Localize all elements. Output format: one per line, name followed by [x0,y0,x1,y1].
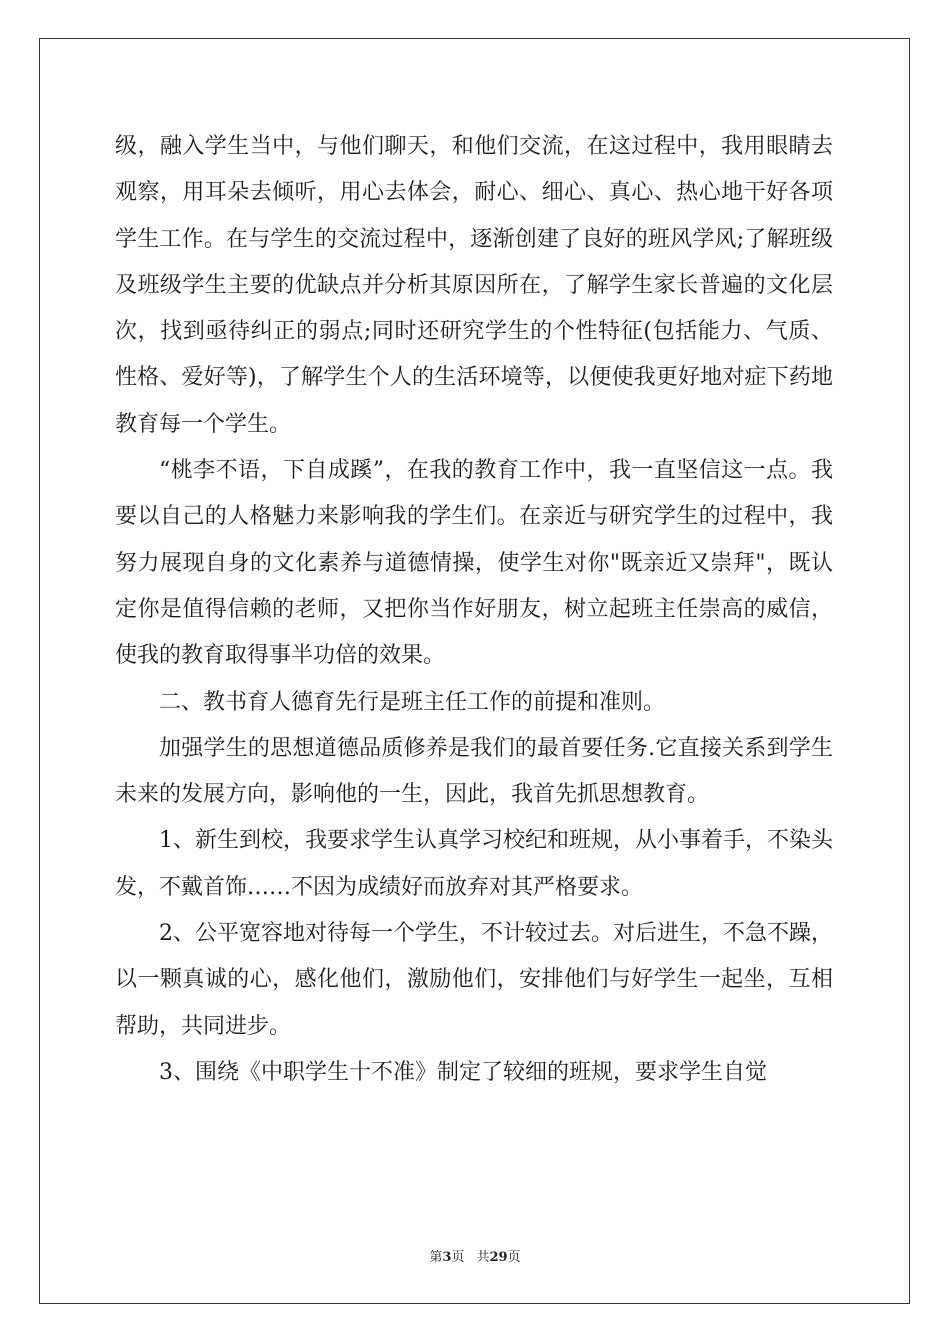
page-total: 29 [489,1250,508,1265]
paragraph-2: “桃李不语，下自成蹊”，在我的教育工作中，我一直坚信这一点。我要以自己的人格魅力来影响我的学生们。在亲近与研究学生的过程中，我努力展现自身的文化素养与道德情操，使学生对你"既亲近又崇拜"，既认定你是值得信赖的老师，又把你当作好朋友，树立起班主任崇高的威信，使我的教育取得事半功倍的效果。 [115,458,833,669]
document-body [115,124,833,1096]
paragraph-3-heading: 二、教书育人德育先行是班主任工作的前提和准则。 [159,689,666,715]
paragraph-1: 级，融入学生当中，与他们聊天，和他们交流，在这过程中，我用眼睛去观察，用耳朵去倾听，用心去体会，耐心、细心、真心、热心地干好各项学生工作。在与学生的交流过程中，逐渐创建了良好的班风学风;了解班级及班级学生主要的优缺点并分析其原因所在，了解学生家长普遍的文化层次，找到亟待纠正的弱点;同时还研究学生的个性特征(包括能力、气质、性格、爱好等)，了解学生个人的生活环境等，以便使我更好地对症下药地教育每一个学生。 [115,134,833,437]
paragraph-4: 加强学生的思想道德品质修养是我们的最首要任务.它直接关系到学生未来的发展方向，影响他的一生，因此，我首先抓思想教育。 [115,735,833,808]
total-prefix: 共 [476,1250,490,1265]
page-prefix: 第 [429,1250,443,1265]
page-suffix: 页 [451,1250,465,1265]
page-footer [0,1246,950,1265]
total-suffix: 页 [507,1250,521,1265]
paragraph-5: 1、新生到校，我要求学生认真学习校纪和班规，从小事着手，不染头发，不戴首饰……不因为成绩好而放弃对其严格要求。 [115,828,833,900]
page-current: 3 [442,1250,452,1265]
paragraph-6: 2、公平宽容地对待每一个学生，不计较过去。对后进生，不急不躁，以一颗真诚的心，感化他们，激励他们，安排他们与好学生一起坐，互相帮助，共同进步。 [115,921,833,1039]
paragraph-7: 3、围绕《中职学生十不准》制定了较细的班规，要求学生自觉 [159,1059,767,1085]
